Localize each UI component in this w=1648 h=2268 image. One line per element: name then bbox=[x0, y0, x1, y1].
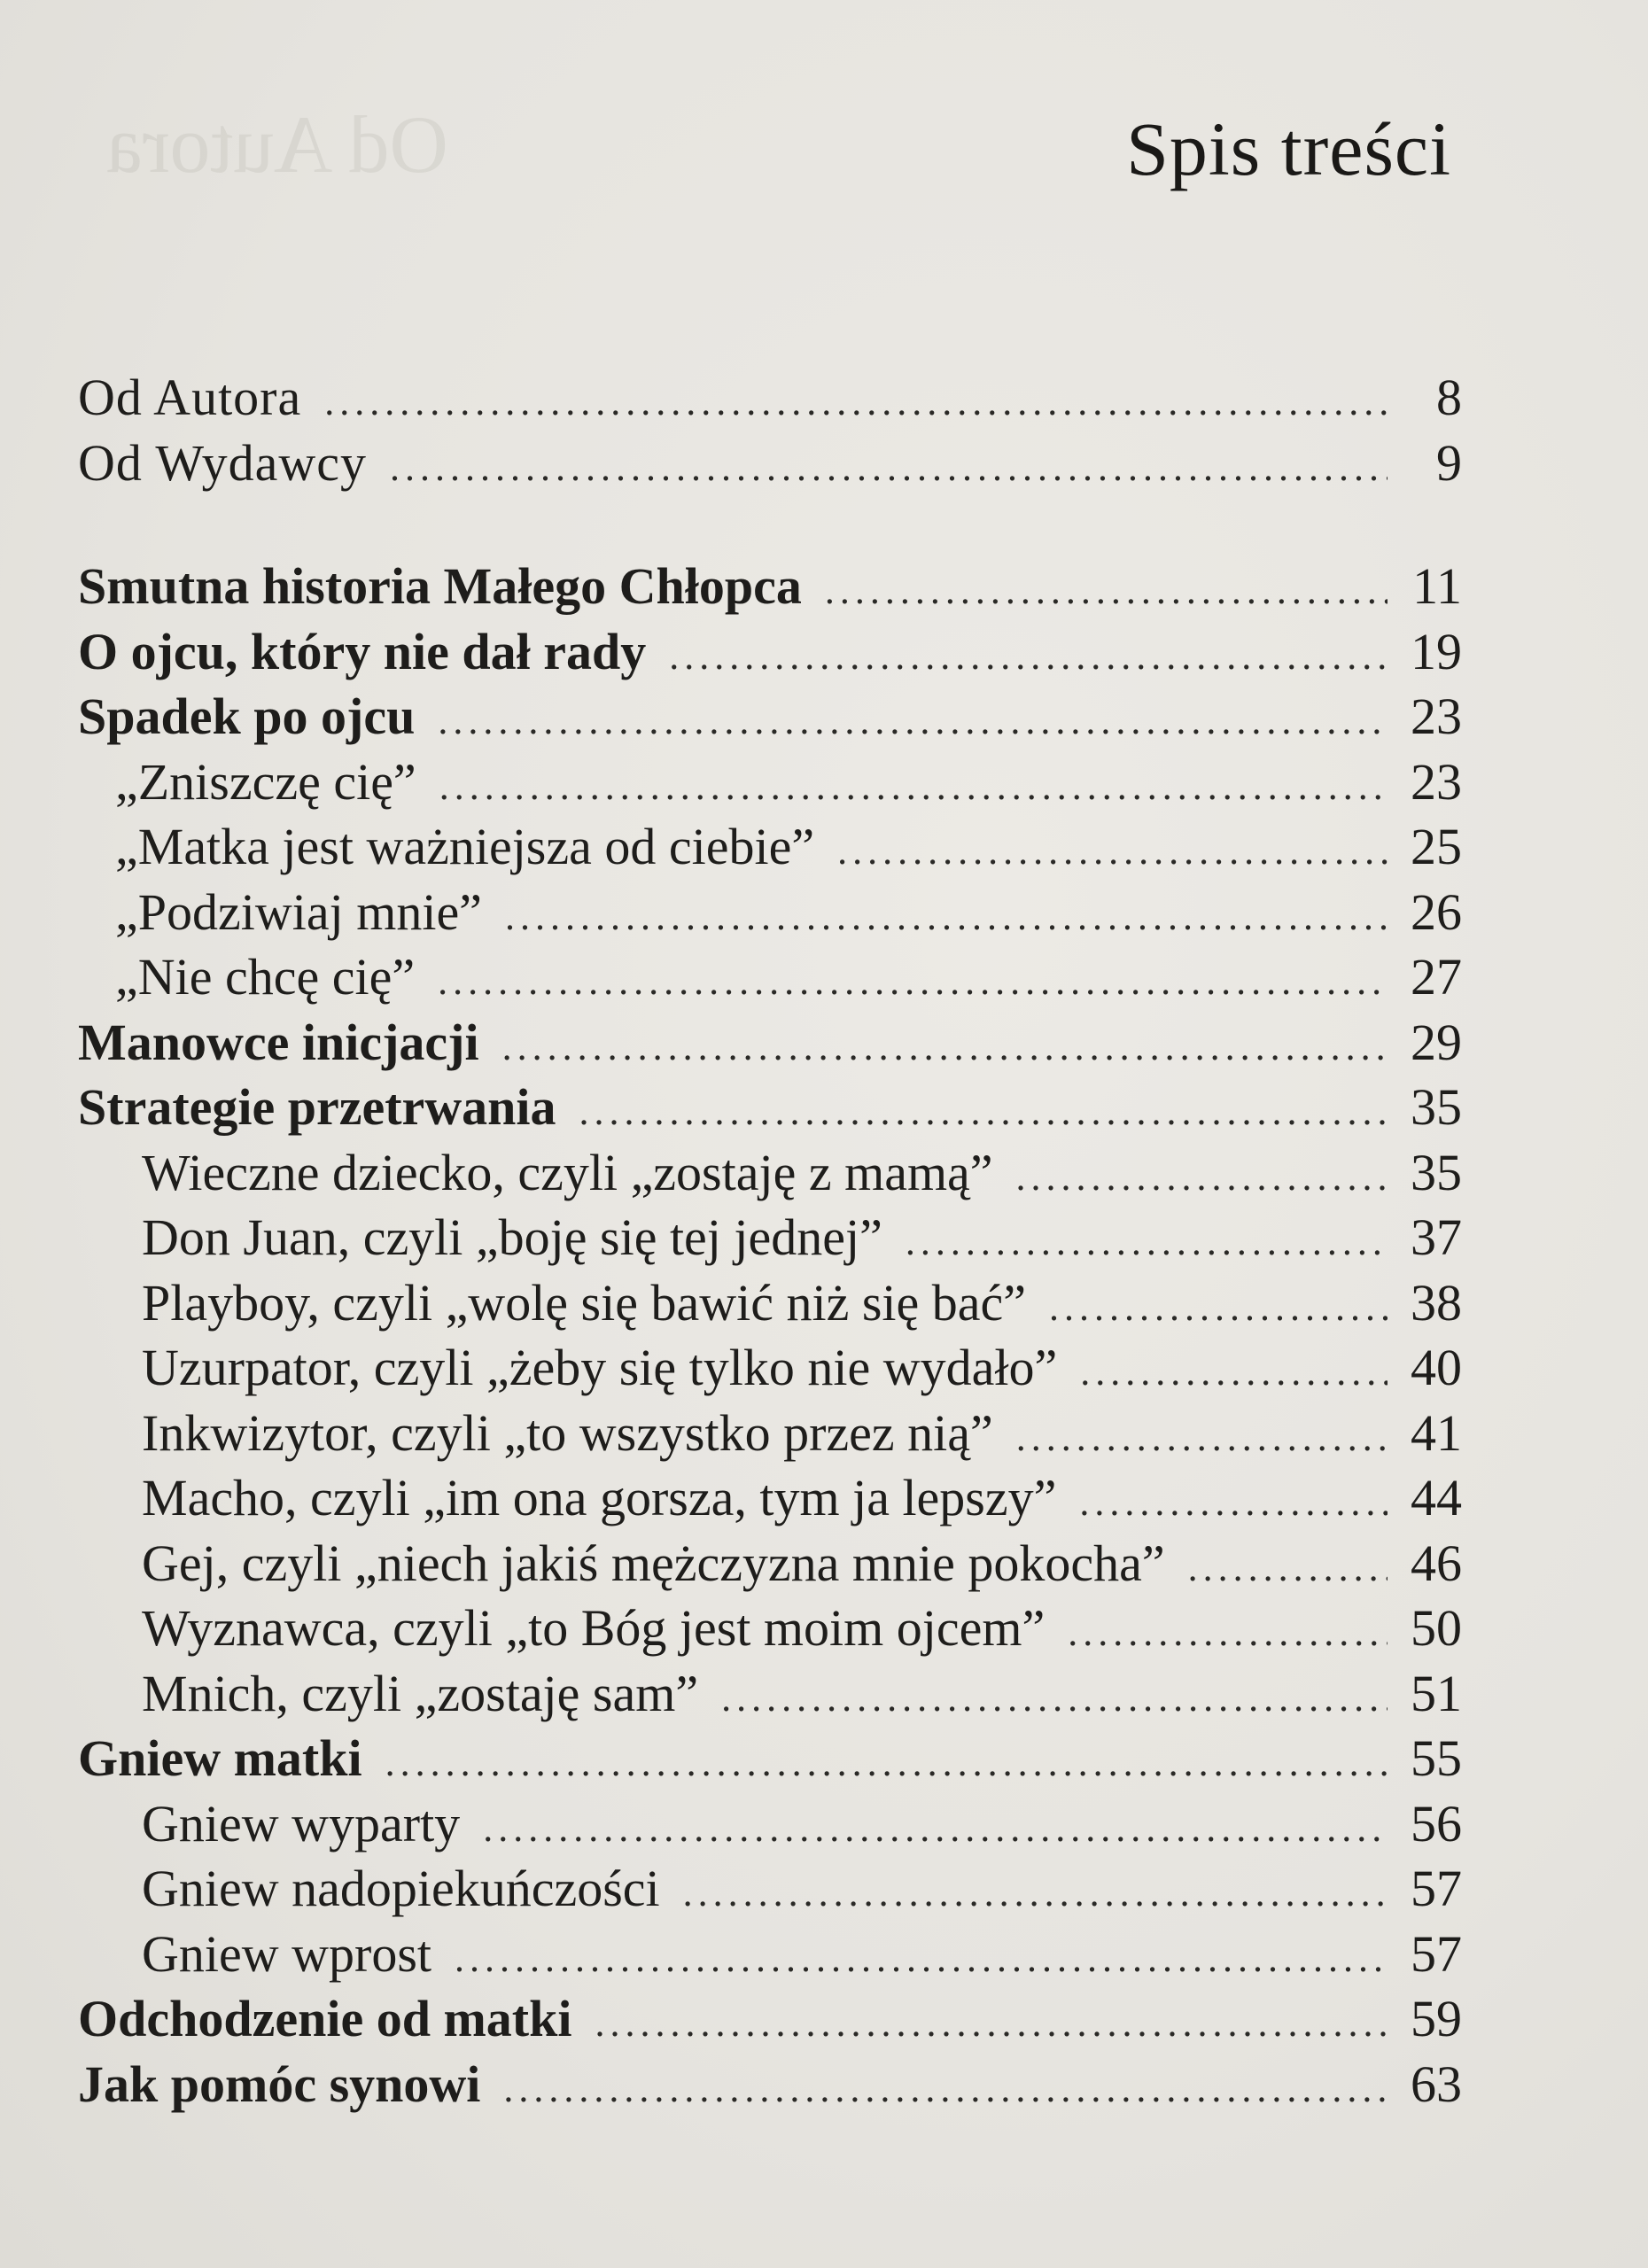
toc-entry bbox=[78, 2052, 1462, 2117]
toc-subentry bbox=[78, 1270, 1462, 1336]
toc-entry-label: Odchodzenie od matki bbox=[78, 1990, 572, 2047]
toc-entry-page: 41 bbox=[1411, 1403, 1462, 1462]
leader-dots bbox=[390, 435, 1388, 501]
leader-dots bbox=[503, 2056, 1388, 2122]
toc-entry bbox=[78, 365, 1462, 431]
toc-entry-page: 51 bbox=[1411, 1664, 1462, 1722]
toc-entry-page: 57 bbox=[1411, 1924, 1462, 1983]
toc-subentry bbox=[78, 1856, 1462, 1922]
toc-entry-label: Smutna historia Małego Chłopca bbox=[78, 557, 802, 615]
leader-dots bbox=[1080, 1340, 1388, 1405]
toc-entry-label: Gniew wyparty bbox=[142, 1794, 461, 1852]
toc-entry-page: 27 bbox=[1411, 948, 1462, 1006]
leader-dots bbox=[438, 949, 1388, 1014]
toc-entry-page: 55 bbox=[1411, 1729, 1462, 1787]
toc-entry-label: Wyznawca, czyli „to Bóg jest moim ojcem” bbox=[142, 1599, 1046, 1657]
toc-entry-label: Playboy, czyli „wolę się bawić niż się bać” bbox=[142, 1273, 1026, 1332]
toc-entry-label: Gej, czyli „niech jakiś mężczyzna mnie pokocha” bbox=[142, 1534, 1165, 1592]
toc-entry-label: „Matka jest ważniejsza od ciebie” bbox=[115, 818, 815, 875]
toc-entry-page: 25 bbox=[1411, 818, 1462, 875]
toc-entry-page: 57 bbox=[1411, 1860, 1462, 1917]
leader-dots bbox=[1016, 1405, 1388, 1471]
toc-entry bbox=[78, 1986, 1462, 2052]
toc-entry-page: 35 bbox=[1411, 1143, 1462, 1201]
page-title: Spis treści bbox=[1126, 106, 1451, 191]
toc-entry-label: Mnich, czyli „zostaję sam” bbox=[142, 1664, 699, 1722]
leader-dots bbox=[721, 1666, 1388, 1731]
toc-entry-page: 29 bbox=[1411, 1013, 1462, 1071]
leader-dots bbox=[439, 754, 1388, 819]
toc-entry-label: O ojcu, który nie dał rady bbox=[78, 622, 647, 680]
toc-subentry bbox=[78, 1596, 1462, 1661]
toc-subentry bbox=[78, 1401, 1462, 1466]
toc-subentry bbox=[78, 750, 1462, 815]
leader-dots bbox=[1068, 1600, 1388, 1666]
toc-subentry bbox=[78, 1791, 1462, 1857]
toc-entry bbox=[78, 619, 1462, 685]
toc-entry bbox=[78, 1010, 1462, 1076]
toc-entry-label: Od Wydawcy bbox=[78, 433, 367, 492]
leader-dots bbox=[438, 688, 1388, 754]
leader-dots bbox=[837, 819, 1388, 884]
toc-entry-label: Wieczne dziecko, czyli „zostaję z mamą” bbox=[142, 1143, 993, 1201]
toc-entry-page: 38 bbox=[1411, 1273, 1462, 1332]
toc-subentry bbox=[78, 1335, 1462, 1401]
toc-entry bbox=[78, 554, 1462, 619]
toc-entry-page: 9 bbox=[1436, 433, 1462, 492]
toc-entry-page: 26 bbox=[1411, 882, 1462, 941]
toc-entry-label: Strategie przetrwania bbox=[78, 1078, 556, 1136]
leader-dots bbox=[385, 1730, 1388, 1796]
toc-entry-label: Od Autora bbox=[78, 369, 302, 426]
toc-entry-page: 23 bbox=[1411, 687, 1462, 745]
leader-dots bbox=[595, 1991, 1388, 2056]
toc-entry bbox=[78, 431, 1462, 496]
leader-dots bbox=[669, 624, 1388, 689]
leader-dots bbox=[455, 1926, 1388, 1992]
toc-entry-label: Don Juan, czyli „boję się tej jednej” bbox=[142, 1208, 882, 1266]
toc-subentry bbox=[78, 814, 1462, 880]
toc-entry-page: 23 bbox=[1411, 752, 1462, 811]
toc-subentry bbox=[78, 1465, 1462, 1531]
leader-dots bbox=[483, 1796, 1388, 1861]
toc-entry-label: Manowce inicjacji bbox=[78, 1013, 479, 1071]
leader-dots bbox=[579, 1079, 1388, 1145]
toc-entry bbox=[78, 1075, 1462, 1140]
bleed-through-text: Od Autora bbox=[106, 99, 448, 190]
toc-subentry bbox=[78, 1922, 1462, 1987]
leader-dots bbox=[683, 1860, 1388, 1926]
toc-entry-page: 63 bbox=[1411, 2054, 1462, 2113]
toc-entry bbox=[78, 684, 1462, 750]
leader-dots bbox=[906, 1209, 1388, 1275]
toc-entry-page: 59 bbox=[1411, 1990, 1462, 2047]
toc-entry-page: 40 bbox=[1411, 1339, 1462, 1396]
toc-entry-page: 19 bbox=[1411, 622, 1462, 680]
leader-dots bbox=[825, 558, 1388, 624]
toc-entry-page: 50 bbox=[1411, 1599, 1462, 1657]
toc-subentry bbox=[78, 1140, 1462, 1206]
toc-entry-label: Spadek po ojcu bbox=[78, 687, 416, 745]
toc-entry-label: „Zniszczę cię” bbox=[115, 752, 416, 811]
toc-entry-label: Gniew nadopiekuńczości bbox=[142, 1860, 660, 1917]
toc-entry-page: 35 bbox=[1411, 1078, 1462, 1136]
toc-entry bbox=[78, 1726, 1462, 1791]
toc-subentry bbox=[78, 944, 1462, 1010]
toc-entry-page: 44 bbox=[1411, 1469, 1462, 1526]
toc-entry-label: „Nie chcę cię” bbox=[115, 948, 416, 1006]
toc-entry-label: Gniew wprost bbox=[142, 1924, 432, 1983]
toc-subentry bbox=[78, 1205, 1462, 1270]
leader-dots bbox=[505, 884, 1388, 950]
leader-dots bbox=[1079, 1470, 1388, 1535]
toc-entry-label: Gniew matki bbox=[78, 1729, 362, 1787]
leader-dots bbox=[324, 369, 1388, 435]
toc-subentry bbox=[78, 1661, 1462, 1727]
toc-entry-label: „Podziwiaj mnie” bbox=[115, 882, 482, 941]
leader-dots bbox=[1016, 1145, 1388, 1210]
table-of-contents bbox=[78, 365, 1462, 2117]
leader-dots bbox=[1049, 1275, 1388, 1340]
toc-entry-label: Macho, czyli „im ona gorsza, tym ja lepszy” bbox=[142, 1469, 1057, 1526]
toc-entry-page: 8 bbox=[1436, 369, 1462, 426]
toc-entry-page: 37 bbox=[1411, 1208, 1462, 1266]
toc-entry-label: Uzurpator, czyli „żeby się tylko nie wydało” bbox=[142, 1339, 1058, 1396]
leader-dots bbox=[502, 1014, 1388, 1080]
toc-entry-page: 46 bbox=[1411, 1534, 1462, 1592]
toc-subentry bbox=[78, 1531, 1462, 1596]
toc-entry-label: Jak pomóc synowi bbox=[78, 2054, 481, 2113]
toc-entry-page: 11 bbox=[1412, 557, 1462, 615]
toc-subentry bbox=[78, 880, 1462, 945]
toc-entry-page: 56 bbox=[1411, 1794, 1462, 1852]
toc-entry-label: Inkwizytor, czyli „to wszystko przez nią” bbox=[142, 1403, 993, 1462]
leader-dots bbox=[1188, 1535, 1388, 1601]
